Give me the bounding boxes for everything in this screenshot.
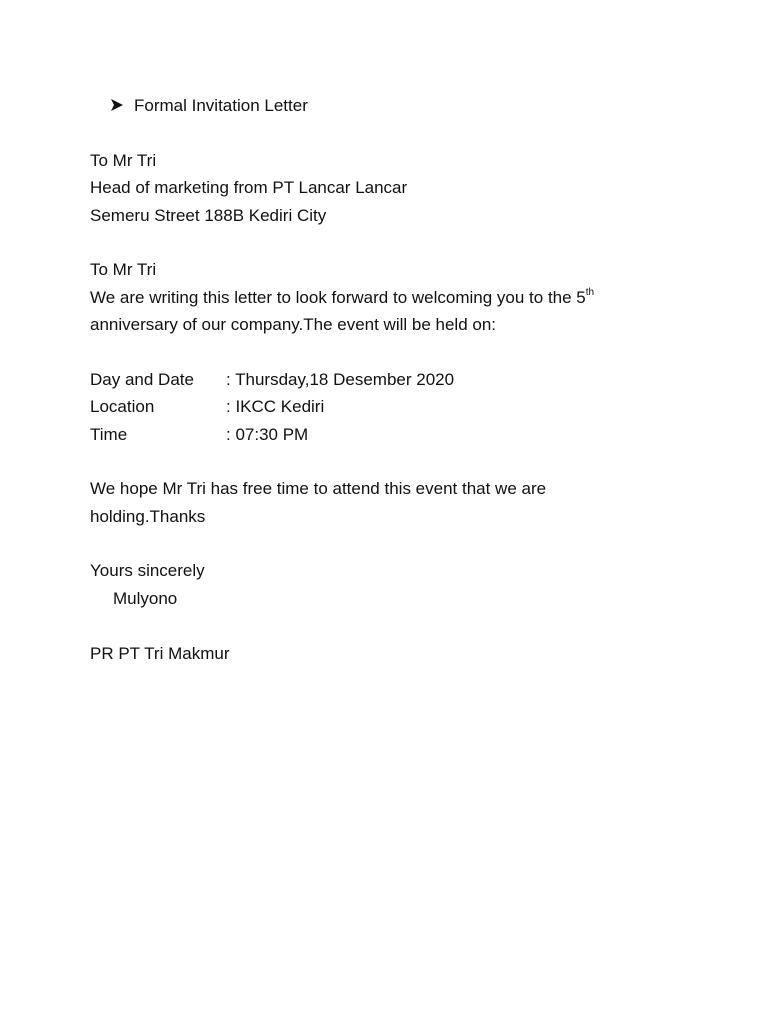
body-line-1-superscript: th — [585, 287, 595, 298]
signer-position: PR PT Tri Makmur — [90, 644, 230, 663]
recipient-title: Head of marketing from PT Lancar Lancar — [90, 178, 408, 197]
arrow-bullet-icon — [110, 97, 124, 111]
letter-title — [110, 96, 308, 116]
signoff: Yours sincerely — [90, 561, 205, 580]
recipient-name: To Mr Tri — [90, 151, 157, 170]
detail-row-time — [90, 425, 308, 445]
recipient-address: Semeru Street 188B Kediri City — [90, 206, 327, 225]
detail-value: : IKCC Kediri — [226, 397, 325, 416]
detail-row-day-date — [90, 370, 454, 390]
letter-title-text: Formal Invitation Letter — [134, 96, 308, 115]
closing-line-1: We hope Mr Tri has free time to attend this event that we are — [90, 479, 547, 498]
salutation: To Mr Tri — [90, 260, 157, 279]
detail-value: : Thursday,18 Desember 2020 — [226, 370, 455, 389]
signer-name: Mulyono — [113, 589, 178, 608]
body-line-1 — [90, 288, 594, 308]
detail-label: Location — [90, 397, 155, 416]
body-line-2: anniversary of our company.The event will be held on: — [90, 315, 497, 334]
detail-value: : 07:30 PM — [226, 425, 309, 444]
body-line-1-text: We are writing this letter to look forward to welcoming you to the 5 — [90, 288, 586, 307]
detail-label: Time — [90, 425, 128, 444]
detail-row-location — [90, 397, 324, 417]
detail-label: Day and Date — [90, 370, 194, 389]
closing-line-2: holding.Thanks — [90, 507, 206, 526]
